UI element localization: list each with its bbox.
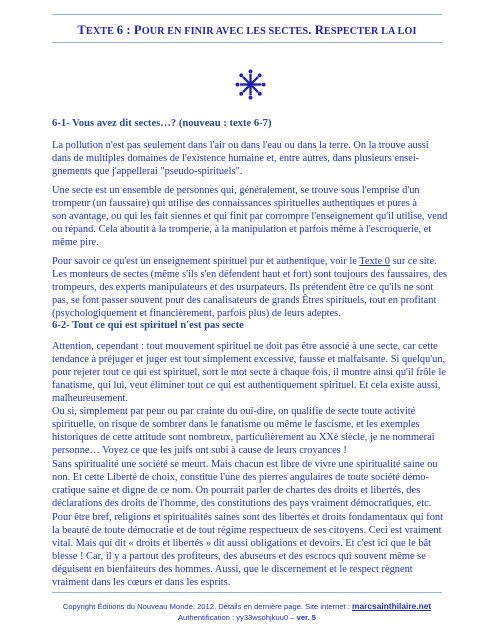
text-line: cratique saine et digne de ce nom. On pourrait parler de chartes des droits et libertés, des [52,484,421,496]
title-segment: EXTE [85,26,117,37]
paragraph [52,406,444,458]
paragraph [52,459,444,511]
section-heading-6-2: 6-2- Tout ce qui est spirituel n'est pas secte [52,320,244,331]
text-line: (psychologiquement et financièrement, parfois plus) de leurs adeptes. [52,307,341,319]
text-0-link[interactable]: Texte 0 [359,256,390,267]
footer-auth: Authentification : yy33wsohjkuu0 – [177,612,297,622]
text-line: même pire. [52,236,99,248]
site-link[interactable]: marcsainthilaire.net [352,601,432,611]
text-line: pour rejeter tout ce qui est spirituel, sort le mot secte à chaque fois, il montre ainsi qu'il frôle le [52,366,447,378]
text-line: pas, se font passer souvent pour des canalisateurs de grands Êtres spirituels, tout en profitant [52,294,437,306]
text-line: blesse ! Car, il y a partout des profiteurs, des abuseurs et des escrocs qui souvent même se [52,550,426,562]
title-segment: . R [308,23,324,37]
footer-rule [52,592,442,593]
title-segment: ESPECTER LA LOI [323,26,417,37]
paragraph [52,512,444,589]
title-rule [52,42,442,43]
asterisk-star-icon [235,69,266,100]
title-segment: T [77,23,86,37]
text-line: tendance à préjuger et juger est tout simplement excessive, fausse et malfaisante. Si quelqu'un, [52,353,446,365]
paragraph [52,140,444,179]
text-line: dans de multiples domaines de l'existence humaine et, entre autres, dans plusieurs ensei- [52,152,420,164]
page-title [52,23,442,38]
text-line: Pour savoir ce qu'est un enseignement spirituel pur et authentique, voir le Texte 0 sur ce site. [52,256,437,267]
text-line: la beauté de toute démocratie et de tout régime respectueux de ses citoyens. Ceci est vraiment [52,524,442,536]
title-segment: 6 : P [116,23,142,37]
title-segment: OUR EN FINIR AVEC LES SECTES [141,26,309,37]
footer-copyright: Copyright Éditions du Nouveau Monde, 2012. Détails en dernière page. Site internet : [62,602,353,611]
text-line: Les monteurs de sectes (même s'ils s'en défendent haut et fort) sont toujours des faussaires, des [52,268,448,280]
top-rule [52,14,442,15]
text-line: malheureusement. [52,392,128,404]
text-line: Pour être bref, religions et spiritualités saines sont des libertés et droits fondamentaux qui font [52,512,444,523]
text-line: Attention, cependant : tout mouvement spirituel ne doit pas être associé à une secte, car cette [52,341,438,352]
text-line: historiques de cette attitude sont nombreux, particulièrement au XXè siècle, je ne nommerai [52,431,435,443]
text-line: gnements que j'appellerai "pseudo-spirituels". [52,165,243,177]
text-line: ou répand. Cela aboutit à la tromperie, à la manipulation et parfois même à l'escroquerie, et [52,223,432,235]
text-line: La pollution n'est pas seulement dans l'air ou dans l'eau ou dans la terre. On la trouve aussi [52,140,429,151]
text-line: Ou si, simplement par peur ou par crainte du ouï-dire, on qualifie de secte toute activité [52,406,416,417]
paragraph [52,341,447,406]
page-footer [52,601,442,623]
text-line: spirituelle, on risque de sombrer dans le fanatisme ou même le fascisme, et les exemples [52,418,420,430]
text-line: vital. Mais qui dit « droits et libertés » dit aussi obligations et devoirs. Et c'est ici que le bât [52,537,432,549]
text-line: trompeurs, des experts manipulateurs et des usurpateurs. Ils prétendent être ce qu'ils ne sont [52,281,434,293]
text-line: fanatisme, qui lui, veut éliminer tout ce qui est authentiquement spirituel. Et cela existe aussi, [52,379,441,391]
text-line: son avantage, ou qui les fait siennes et qui finit par corrompre l'enseignement qu'il utilise, vend [52,210,448,222]
text-line: trompeur (un faussaire) qui utilise des connaissances spirituelles authentiques et pures à [52,197,418,209]
text-line: non. Et cette Liberté de choix, constitue l'une des pierres angulaires de toute société démo- [52,471,429,483]
text-line: déguisent en bienfaiteurs des hommes. Aussi, que le discernement et le respect règnent [52,563,413,575]
text-line: déclarations des droits de l'homme, des constitutions des pays vraiment démocratiques, etc. [52,497,432,509]
text-line: Une secte est un ensemble de personnes qui, généralement, se trouve sous l'emprise d'un [52,185,420,196]
text-line: vraiment dans les cœurs et dans les esprits. [52,576,231,588]
footer-version: ver. 5 [296,612,317,622]
paragraph [52,256,448,321]
paragraph [52,185,448,250]
text-line: Sans spiritualité une société se meurt. Mais chacun est libre de vivre une spiritualité saine ou [52,459,438,470]
text-line: personne… Voyez ce que les juifs ont subi à cause de leurs croyances ! [52,444,347,456]
section-heading-6-1: 6-1- Vous avez dit sectes…? (nouveau : texte 6-7) [52,118,272,129]
